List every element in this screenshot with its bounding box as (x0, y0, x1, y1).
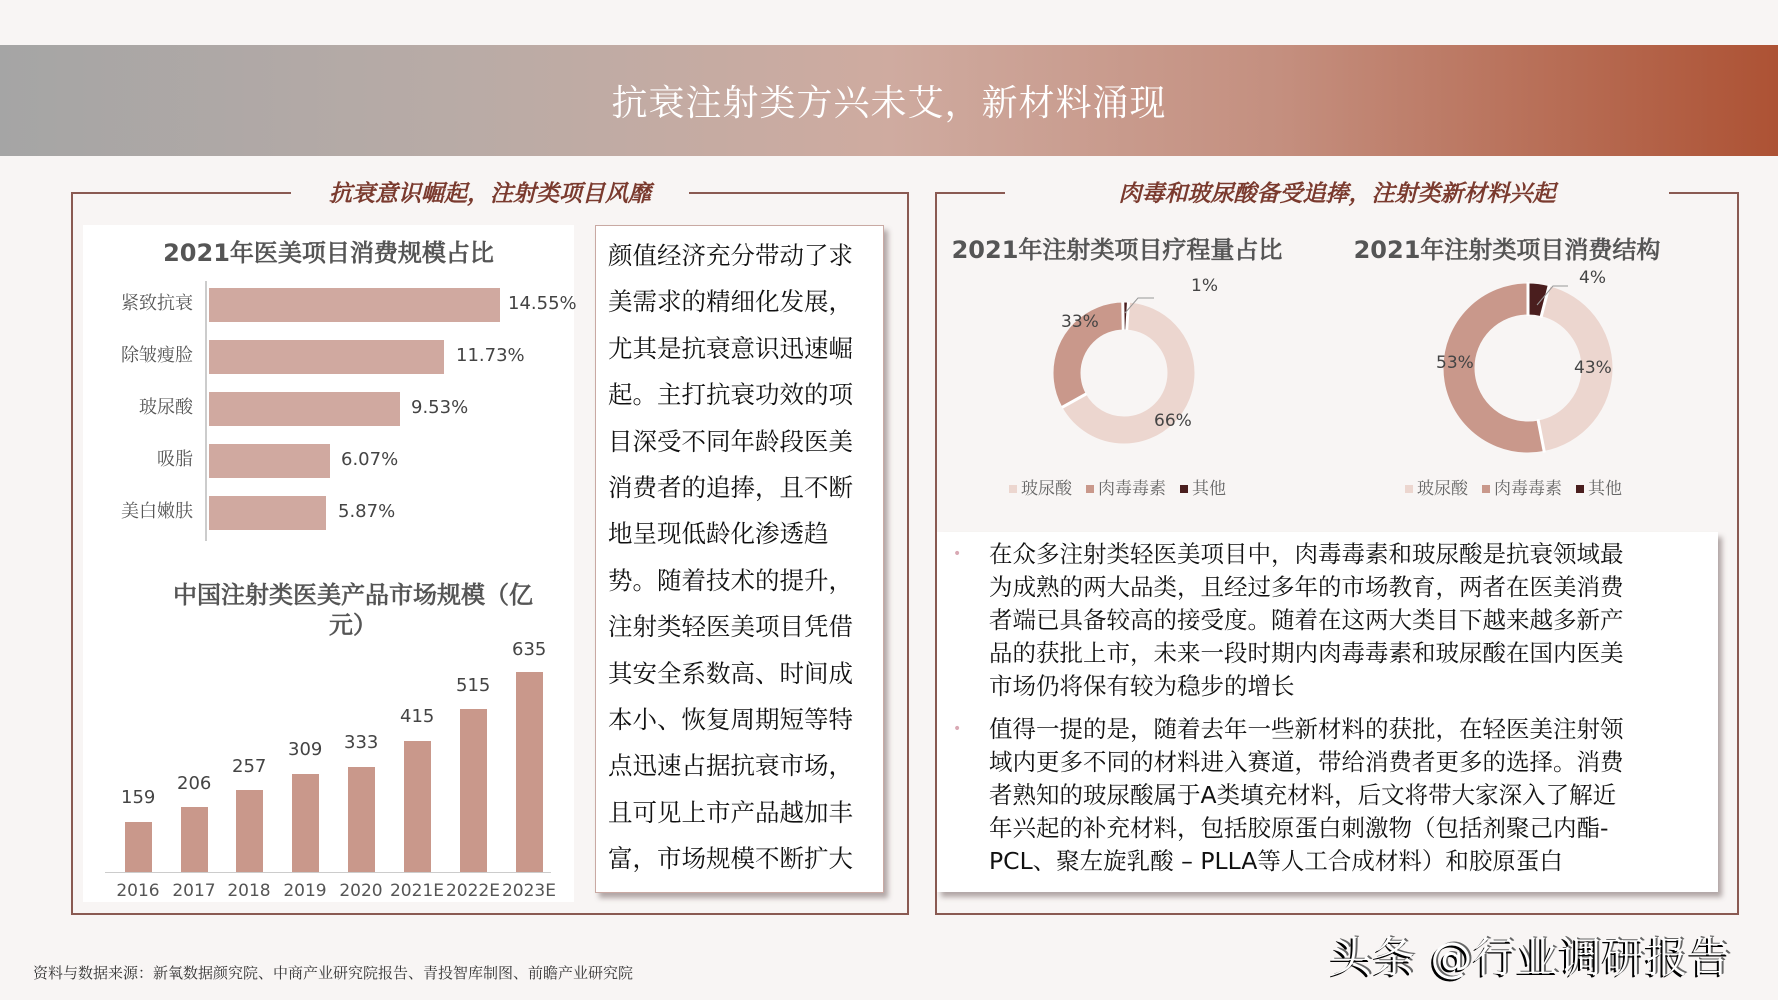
column-chart-title-line1: 中国注射类医美产品市场规模（亿 (173, 581, 533, 609)
left-panel-heading: 抗衰意识崛起，注射类项目风靡 (329, 181, 651, 207)
bar-label: 吸脂 (157, 449, 193, 470)
bar-label: 玻尿酸 (139, 397, 193, 418)
column-xlabel: 2019 (283, 881, 327, 901)
text-line: 尤其是抗衰意识迅速崛 (608, 333, 853, 363)
legend-label: 肉毒毒素 (1494, 479, 1562, 499)
column-xlabel: 2023E (501, 881, 556, 901)
column-xlabel: 2021E (389, 881, 444, 901)
legend-swatch-icon (1180, 485, 1188, 493)
text-line: 颜值经济充分带动了求 (608, 241, 853, 270)
donut1-title: 2021年注射类项目疗程量占比 (951, 236, 1283, 264)
bullet-line: 者端已具备较高的接受度。随着在这两大类目下越来越多新产 (989, 606, 1624, 634)
text-line: 目深受不同年龄段医美 (608, 426, 853, 456)
description-textbox (595, 225, 884, 893)
column-xlabel: 2022E (445, 881, 500, 901)
legend-label: 玻尿酸 (1021, 479, 1072, 499)
column-xlabel: 2017 (172, 881, 216, 901)
column-2019 (292, 774, 319, 872)
donut1-label-other: 1% (1191, 276, 1218, 296)
title-banner (0, 45, 1778, 156)
column-2023e (516, 672, 543, 872)
bar-value: 5.87% (338, 501, 396, 522)
donut2-label-hyaluronic: 43% (1574, 358, 1612, 378)
bar-chuzhou (209, 340, 444, 374)
bullet-textbox (937, 532, 1718, 892)
left-chart-area (83, 225, 577, 902)
legend-item-botox (1086, 474, 1166, 499)
column-value: 415 (400, 706, 435, 727)
page-title: 抗衰注射类方兴未艾，新材料涌现 (611, 83, 1167, 124)
text-line: 势。随着技术的提升， (608, 565, 853, 595)
bullet-line: 域内更多不同的材料进入赛道，带给消费者更多的选择。消费 (989, 748, 1624, 776)
column-xlabel: 2018 (227, 881, 271, 901)
column-2021e (404, 741, 431, 872)
column-2018 (236, 790, 263, 872)
bullet-line: 年兴起的补充材料，包括胶原蛋白刺激物（包括剂聚己内酯- (989, 814, 1609, 842)
text-line: 消费者的追捧，且不断 (608, 473, 853, 503)
legend-item-hyaluronic (1405, 474, 1468, 499)
column-value: 159 (121, 787, 156, 808)
bullet-line: PCL、聚左旋乳酸 – PLLA等人工合成材料）和胶原蛋白 (989, 847, 1563, 875)
bar-jinzhi (209, 288, 500, 322)
column-chart-axis (105, 872, 551, 873)
donut2-title: 2021年注射类项目消费结构 (1353, 236, 1661, 264)
right-panel-heading: 肉毒和玻尿酸备受追捧，注射类新材料兴起 (1118, 181, 1556, 207)
text-line: 地呈现低龄化渗透趋 (608, 519, 829, 549)
text-line: 注射类轻医美项目凭借 (608, 612, 853, 642)
text-line: 本小、恢复周期短等特 (608, 705, 853, 735)
column-value: 309 (288, 739, 323, 760)
column-value: 333 (344, 732, 379, 753)
legend-item-other (1576, 474, 1622, 499)
bar-value: 14.55% (508, 293, 577, 314)
source-note: 资料与数据来源：新氧数据颜究院、中商产业研究院报告、青投智库制图、前瞻产业研究院 (33, 964, 634, 982)
text-line: 富，市场规模不断扩大 (608, 844, 853, 874)
legend-swatch-icon (1576, 485, 1584, 493)
bar-chart-axis (205, 281, 207, 541)
column-value: 257 (232, 756, 267, 777)
legend-swatch-icon (1405, 485, 1413, 493)
bullet-item (937, 538, 1718, 703)
bar-label: 除皱瘦脸 (121, 345, 193, 366)
bullet-line: 为成熟的两大品类，且经过多年的市场教育，两者在医美消费 (989, 573, 1624, 601)
text-line: 且可见上市产品越加丰 (608, 797, 853, 827)
donut2-label-other: 4% (1579, 268, 1606, 288)
right-panel (935, 181, 1739, 915)
column-2016 (125, 822, 152, 872)
bar-chart-title: 2021年医美项目消费规模占比 (163, 239, 494, 267)
bar-label: 美白嫩肤 (121, 501, 193, 522)
bar-value: 11.73% (456, 345, 525, 366)
column-value: 206 (177, 773, 212, 794)
column-xlabel: 2020 (339, 881, 383, 901)
donut1-label-botox: 33% (1061, 312, 1099, 332)
bullet-line: 在众多注射类轻医美项目中，肉毒毒素和玻尿酸是抗衰领域最 (989, 540, 1624, 568)
bullet-icon: • (953, 721, 962, 737)
legend-label: 玻尿酸 (1417, 479, 1468, 499)
bar-value: 9.53% (411, 397, 469, 418)
column-2020 (348, 767, 375, 872)
bar-label: 紧致抗衰 (121, 293, 193, 314)
donut2-legend (1405, 474, 1622, 499)
legend-label: 其他 (1192, 479, 1226, 499)
bar-xizhi (209, 444, 330, 478)
column-chart-title (143, 580, 563, 640)
bullet-icon: • (953, 546, 962, 562)
text-line: 美需求的精细化发展， (608, 287, 853, 317)
column-value: 635 (512, 639, 547, 660)
bar-value: 6.07% (341, 449, 399, 470)
bullet-item (937, 713, 1718, 878)
legend-swatch-icon (1009, 485, 1017, 493)
bar-boniaosuan (209, 392, 400, 426)
legend-swatch-icon (1086, 485, 1094, 493)
legend-label: 肉毒毒素 (1098, 479, 1166, 499)
bullet-line: 市场仍将保有较为稳步的增长 (989, 672, 1295, 700)
left-panel (71, 181, 909, 915)
column-chart-title-line2: 元） (329, 611, 377, 639)
text-line: 点迅速占据抗衰市场， (608, 751, 853, 781)
column-2022e (460, 709, 487, 872)
bullet-line: 品的获批上市，未来一段时期内肉毒毒素和玻尿酸在国内医美 (989, 639, 1624, 667)
text-line: 其安全系数高、时间成 (608, 658, 853, 688)
donut1-legend (1009, 474, 1226, 499)
column-2017 (181, 807, 208, 872)
legend-label: 其他 (1588, 479, 1622, 499)
donut1-label-hyaluronic: 66% (1154, 411, 1192, 431)
column-xlabel: 2016 (116, 881, 160, 901)
bar-meibai (209, 496, 326, 530)
donut2-label-botox: 53% (1436, 353, 1474, 373)
legend-swatch-icon (1482, 485, 1490, 493)
legend-item-other (1180, 474, 1226, 499)
legend-item-botox (1482, 474, 1562, 499)
bullet-line: 者熟知的玻尿酸属于A类填充材料，后文将带大家深入了解近 (989, 781, 1617, 809)
watermark: 头条 @行业调研报告 (1330, 933, 1732, 982)
column-value: 515 (456, 675, 491, 696)
legend-item-hyaluronic (1009, 474, 1072, 499)
text-line: 起。主打抗衰功效的项 (608, 380, 853, 410)
bullet-line: 值得一提的是，随着去年一些新材料的获批，在轻医美注射领 (989, 715, 1624, 743)
